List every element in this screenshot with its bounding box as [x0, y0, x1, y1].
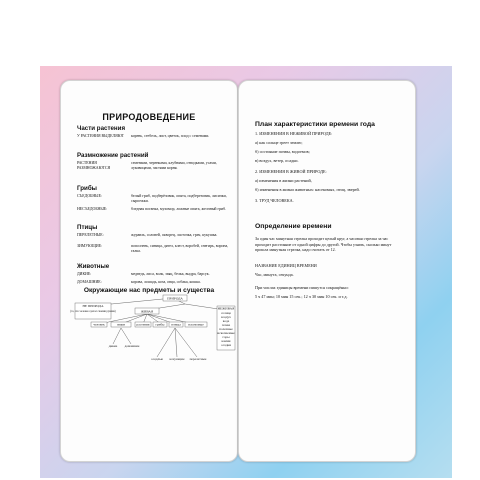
tree-node-settled: оседлые — [151, 357, 163, 361]
tree-node-animals: звери — [117, 322, 125, 327]
tree-note-not-nature: (то, что человек сделал своими руками) — [70, 310, 116, 313]
plan-title: План характеристики времени года — [255, 121, 375, 128]
plan-line: а) как солнце греет землю; — [255, 140, 303, 145]
tree-node-migratory: перелетные — [189, 357, 207, 361]
row-value: семенами, черенками, клубнями, отводками, усами, луковицами, частями корня. — [131, 161, 217, 170]
row-value: бледная поганка, мухомор, ложные опята, желчный гриб. — [131, 207, 227, 211]
row-value: белый гриб, подберёзовик, опята, подберезовик, лисички, сыроежки. — [131, 194, 227, 203]
tree-node-domestic: домашние — [124, 344, 140, 348]
row-key: СЪЕДОБНЫЕ: — [77, 194, 103, 198]
section-heading-animals: Животные — [77, 263, 110, 270]
nature-diagram — [61, 294, 239, 372]
tree-nonliving-item: вода — [222, 319, 230, 323]
tree-node-fungi: грибы — [155, 322, 165, 327]
row-parts — [77, 134, 229, 146]
row-birds-wintering — [77, 244, 229, 258]
right-page — [238, 80, 416, 462]
plan-line: в) воздух, ветер, осадки. — [255, 158, 299, 163]
row-value: корова, лошадь, коза, овца, собака, кошка. — [131, 280, 201, 284]
row-key: У РАСТЕНИЯ ВЫДЕЛЯЮТ — [77, 134, 125, 138]
subtitle: Окружающие нас предметы и существа — [83, 287, 215, 294]
section-heading-repro: Размножение растений — [77, 152, 149, 159]
row-value: поползень, синица, дятел, клест, воробей, снегирь, ворона, галка. — [131, 244, 229, 253]
left-page — [60, 80, 238, 462]
row-fungi-inedible — [77, 207, 229, 219]
plan-line: а) изменения в жизни растений, — [255, 178, 312, 183]
plan-line: 1. ИЗМЕНЕНИЯ В НЕЖИВОЙ ПРИРОДЕ: — [255, 131, 333, 136]
abbr-example: 5 ч 47 мин; 10 мин 15 сек.; 12 ч 30 мин 10 сек. и т.д. — [255, 294, 348, 299]
row-fungi-edible — [77, 194, 229, 206]
tree-node-living: ЖИВАЯ — [140, 309, 154, 314]
row-key: РАСТЕНИЯ РАЗМНОЖАЮТСЯ — [77, 161, 111, 170]
row-value: медведь, лиса, волк, заяц, белка, выдра, барсук. — [131, 272, 210, 276]
row-key: ЗИМУЮЩИЕ: — [77, 244, 103, 248]
time-title: Определение времени — [255, 223, 332, 230]
tree-node-nomadic: кочующие — [169, 357, 185, 361]
section-heading-fungi: Грибы — [77, 185, 97, 192]
tree-node-insects: насекомые — [188, 322, 204, 327]
time-paragraph: За один час минутная стрелка проходит целый круг, а часовая стрелка за час проходит расстояние от одной цифры до другой. Чтобы узнать, сколько минут прошла минутная стрелка, надо считать от 12. — [255, 236, 392, 253]
tree-node-wild: дикие — [108, 344, 118, 348]
units-text: Час, минута, секунда. — [255, 272, 294, 277]
tree-node-nature: ПРИРОДА — [167, 296, 183, 301]
row-key: ДОМАШНИЕ: — [77, 280, 102, 284]
tree-nonliving-item: почва — [221, 323, 231, 327]
tree-node-birds: птицы — [171, 322, 181, 327]
tree-node-plants: растения — [136, 322, 150, 327]
tree-nonliving-item: полезные — [219, 327, 233, 331]
page-title: ПРИРОДОВЕДЕНИЕ — [102, 112, 196, 122]
row-value: корень, стебель, лист, цветок, плод с семенами. — [131, 134, 210, 138]
units-title: НАЗВАНИЕ ЕДИНИЦ ВРЕМЕНИ — [255, 263, 317, 268]
row-repro — [77, 161, 229, 179]
section-heading-birds: Птицы — [77, 224, 98, 231]
plan-line: б) состояние почвы, водоемов; — [255, 149, 310, 154]
row-key: ПЕРЕЛЕТНЫЕ: — [77, 233, 104, 237]
tree-nonliving-item: горы — [222, 335, 230, 339]
tree-nonliving-item: осадки — [220, 343, 232, 347]
plan-line: 3. ТРУД ЧЕЛОВЕКА. — [255, 198, 294, 203]
tree-node-person: человек — [93, 322, 105, 327]
tree-node-not-nature: НЕ ПРИРОДА — [82, 304, 104, 308]
tree-nonliving-item: камни — [221, 339, 231, 343]
row-animals-wild — [77, 272, 229, 280]
tree-nonliving-item: воздух — [221, 315, 231, 319]
plan-line: б) изменения в жизни животных: насекомых, птиц, зверей. — [255, 187, 360, 192]
tree-nonliving-item: ископаемые — [217, 331, 235, 335]
row-value: журавль, соловей, скворец, ласточка, грач, кукушка. — [131, 233, 218, 237]
row-key: НЕСЪЕДОБНЫЕ: — [77, 207, 108, 211]
plan-line: 2. ИЗМЕНЕНИЯ В ЖИВОЙ ПРИРОДЕ: — [255, 169, 327, 174]
tree-node-nonliving: НЕЖИВАЯ — [217, 306, 235, 311]
row-key: ДИКИЕ: — [77, 272, 92, 276]
tree-nonliving-item: солнце — [221, 311, 231, 315]
abbr-note: При числах единицы времени пишутся сокращённо: — [255, 285, 349, 290]
section-heading-parts: Части растения — [77, 125, 126, 132]
